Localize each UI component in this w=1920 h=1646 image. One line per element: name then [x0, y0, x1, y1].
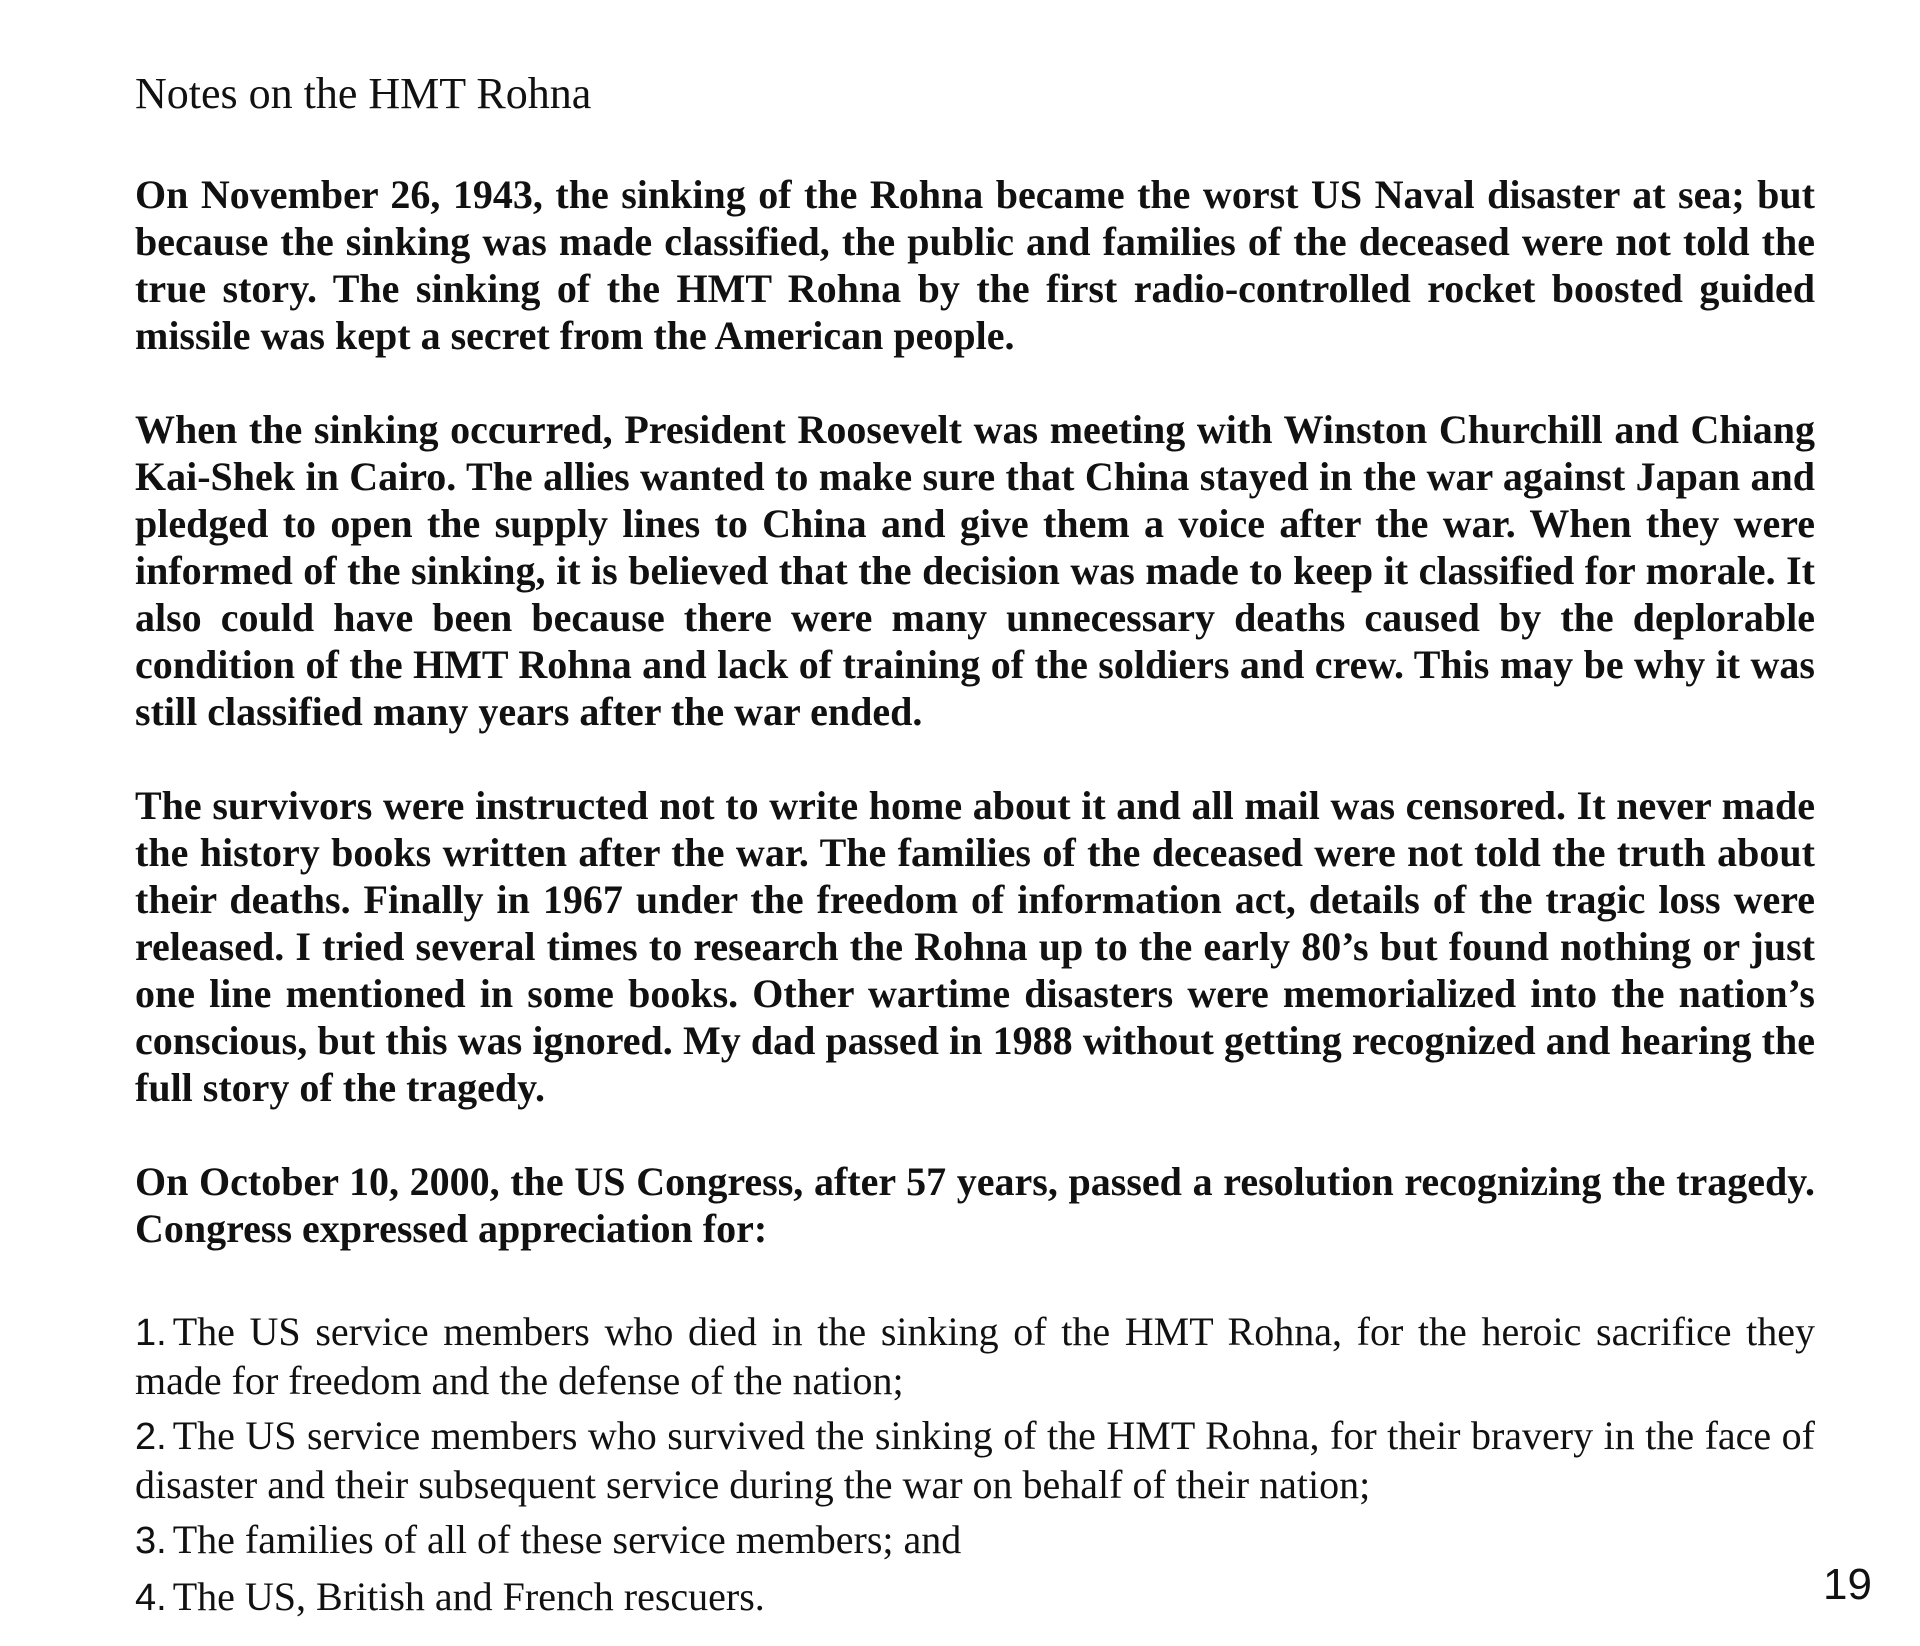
list-item-number: 3. — [135, 1520, 167, 1562]
list-item-text: The families of all of these service members; and — [172, 1517, 962, 1562]
list-item — [135, 1516, 1815, 1565]
list-item-number: 4. — [135, 1577, 167, 1619]
list-item — [135, 1573, 1815, 1622]
appreciation-list — [135, 1308, 1815, 1622]
list-item-text: The US, British and French rescuers. — [172, 1574, 765, 1619]
list-item-text: The US service members who died in the sinking of the HMT Rohna, for the heroic sacrifice they made for freedom and the defense of the nation; — [135, 1309, 1815, 1403]
list-item-text: The US service members who survived the sinking of the HMT Rohna, for their bravery in the face of disaster and their subsequent service during the war on behalf of their nation; — [135, 1413, 1815, 1507]
list-item — [135, 1412, 1815, 1508]
paragraph-intro: On November 26, 1943, the sinking of the Rohna became the worst US Naval disaster at sea; but because the sinking was made classified, the public and families of the deceased were not told the true story. The sinking of the HMT Rohna by the first radio-controlled rocket boosted guided missile was kept a secret from the American people. — [135, 172, 1815, 358]
paragraph-congress: On October 10, 2000, the US Congress, after 57 years, passed a resolution recognizing the tragedy. Congress expressed appreciation for: — [135, 1159, 1815, 1251]
paragraph-survivors: The survivors were instructed not to write home about it and all mail was censored. It never made the history books written after the war. The families of the deceased were not told the truth about their deaths. Finally in 1967 under the freedom of information act, details of the tragic loss were released. I tried several times to research the Rohna up to the early 80’s but found nothing or just one line mentioned in some books. Other wartime disasters were memorialized into the nation’s conscious, but this was ignored. My dad passed in 1988 without getting recognized and hearing the full story of the tragedy. — [135, 783, 1815, 1110]
document-page — [135, 66, 1815, 1630]
list-item — [135, 1308, 1815, 1404]
page-number: 19 — [1823, 1560, 1872, 1609]
paragraph-cairo: When the sinking occurred, President Roosevelt was meeting with Winston Churchill and Chiang Kai-Shek in Cairo. The allies wanted to make sure that China stayed in the war against Japan and pledged to open the supply lines to China and give them a voice after the war. When they were informed of the sinking, it is believed that the decision was made to keep it classified for morale. It also could have been because there were many unnecessary deaths caused by the deplorable condition of the HMT Rohna and lack of training of the soldiers and crew. This may be why it was still classified many years after the war ended. — [135, 407, 1815, 734]
page-title: Notes on the HMT Rohna — [135, 69, 592, 118]
list-item-number: 1. — [135, 1312, 167, 1354]
list-item-number: 2. — [135, 1416, 167, 1458]
